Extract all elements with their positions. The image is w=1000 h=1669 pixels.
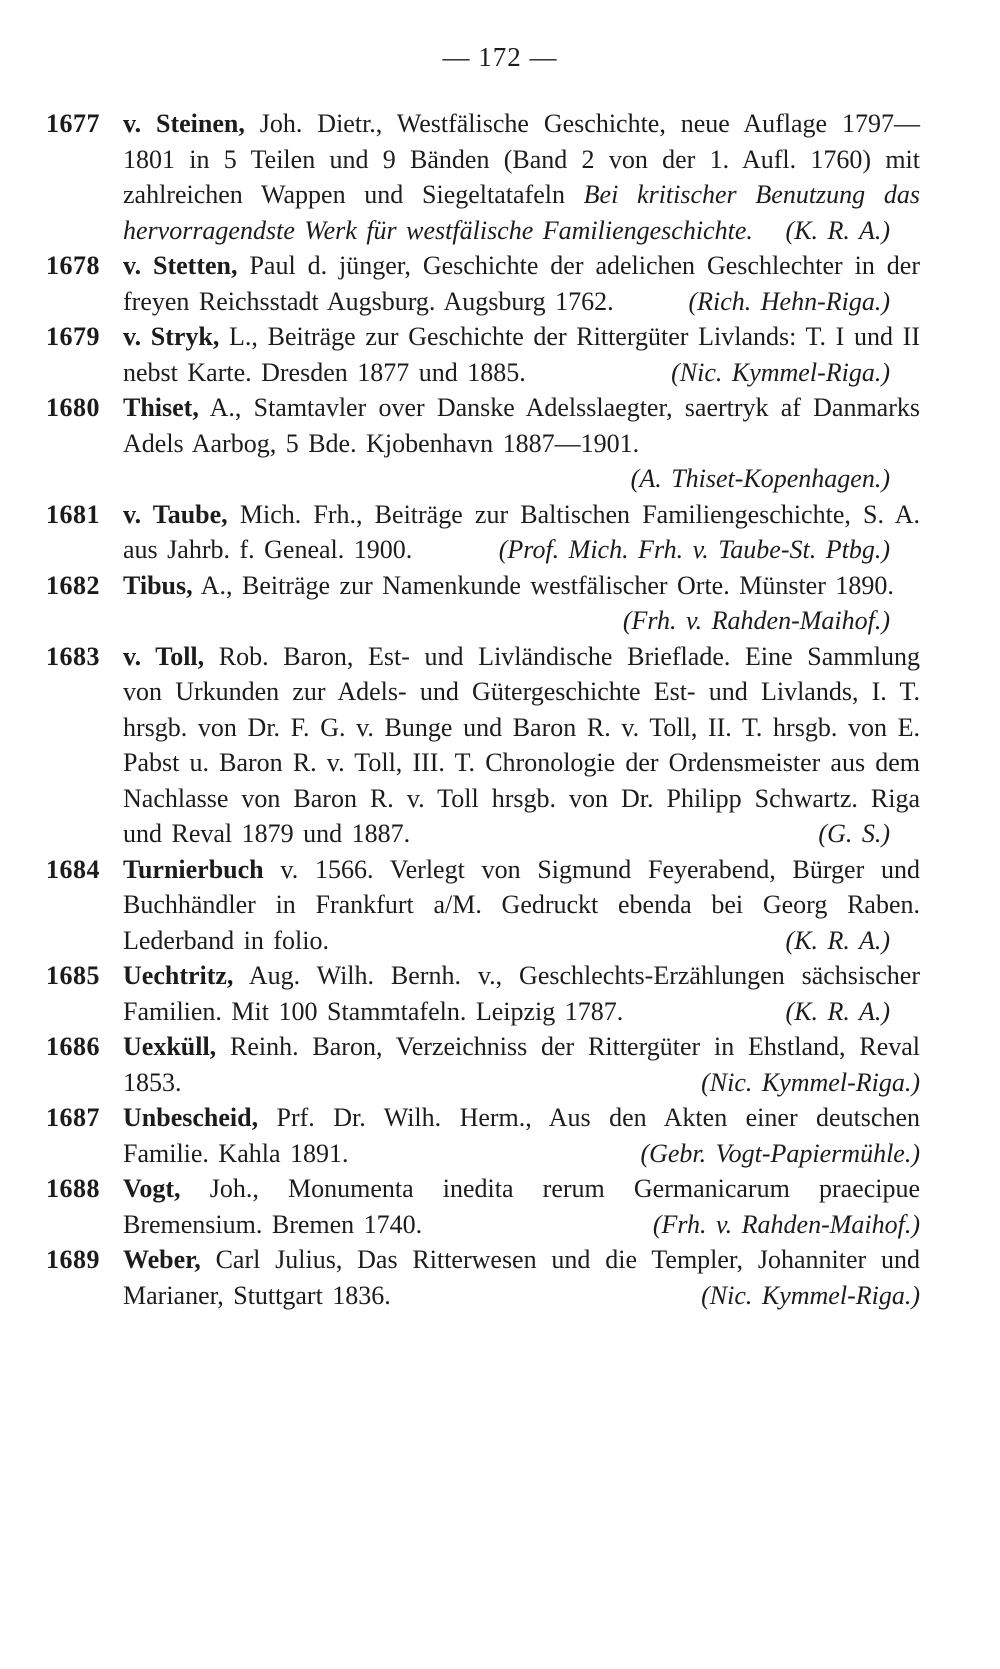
entry-source: (K. R. A.) bbox=[785, 215, 890, 245]
entry-name: Steinen, bbox=[156, 109, 245, 138]
entry-number: 1685 bbox=[46, 961, 100, 990]
entry-number: 1682 bbox=[46, 570, 100, 600]
entry-name: Toll, bbox=[155, 641, 205, 671]
entry-body: A., Stamtavler over Danske Adelsslaegter, saertryk af Danmarks Adels Aarbog, 5 Bde. Kjobenhavn 1887—1901. bbox=[123, 393, 920, 458]
entry-source: (Gebr. Vogt-Papiermühle.) bbox=[640, 1138, 920, 1168]
entry-number: 1681 bbox=[46, 499, 100, 529]
entry-prefix: v. bbox=[123, 499, 153, 529]
entry-body: Rob. Baron, Est- und Livländische Brieflade. Eine Sammlung von Urkunden zur Adels- und Gütergeschichte Est- und Livlands, I. T. hrsgb. von Dr. F. G. v. Bunge und Baron R. v. Toll, II. T. hrsgb. von E. Pabst u. Baron R. v. Toll, III. T. Chronologie der Ordensmeister aus dem Nachlasse von Baron R. v. Toll hrsgb. von Dr. Philipp Schwartz. Riga und Reval 1879 und 1887. bbox=[123, 641, 920, 848]
entry-1681 bbox=[46, 497, 920, 568]
entry-source: (G. S.) bbox=[818, 819, 890, 848]
entry-body: Prf. Dr. Wilh. Herm., Aus den Akten einer deutschen Familie. Kahla 1891. bbox=[123, 1103, 920, 1168]
entry-1688 bbox=[46, 1171, 920, 1242]
entry-source: (Frh. v. Rahden-Maihof.) bbox=[622, 606, 890, 635]
entry-name: Stetten, bbox=[153, 251, 238, 280]
entry-source: (K. R. A.) bbox=[785, 925, 890, 955]
bibliography-list bbox=[46, 106, 920, 1313]
entry-source: (Nic. Kymmel-Riga.) bbox=[671, 357, 890, 387]
entry-body: Joh. Dietr., Westfälische Geschichte, neue Auflage 1797—1801 in 5 Teilen und 9 Bänden (Band 2 von der 1. Aufl. 1760) mit zahlreichen Wappen und Siegeltatafeln bbox=[123, 109, 920, 209]
entry-1687 bbox=[46, 1100, 920, 1171]
entry-body: Carl Julius, Das Ritterwesen und die Templer, Johanniter und Marianer, Stuttgart 1836. bbox=[123, 1245, 920, 1310]
entry-1686 bbox=[46, 1029, 920, 1100]
entry-body: Mich. Frh., Beiträge zur Baltischen Familiengeschichte, S. A. aus Jahrb. f. Geneal. 1900. bbox=[123, 499, 920, 564]
entry-name: Thiset, bbox=[123, 393, 199, 422]
entry-prefix: v. bbox=[123, 251, 154, 280]
page-number-header: — 172 — bbox=[442, 42, 558, 72]
entry-number: 1680 bbox=[46, 393, 100, 422]
entry-number: 1686 bbox=[46, 1032, 100, 1061]
entry-source: (Nic. Kymmel-Riga.) bbox=[701, 1067, 920, 1097]
entry-1679 bbox=[46, 319, 920, 390]
entry-name: Unbescheid, bbox=[123, 1103, 259, 1132]
entry-1677 bbox=[46, 106, 920, 248]
entry-name: Uexküll, bbox=[123, 1032, 217, 1061]
entry-body: Joh., Monumenta inedita rerum Germanicarum praecipue Bremensium. Bremen 1740. bbox=[123, 1174, 920, 1239]
entry-body: A., Beiträge zur Namenkunde westfälischer Orte. Münster 1890. bbox=[192, 570, 894, 600]
entry-source: (Nic. Kymmel-Riga.) bbox=[701, 1280, 920, 1310]
entry-number: 1679 bbox=[46, 322, 100, 351]
entry-name: Tibus, bbox=[123, 570, 193, 600]
entry-number: 1677 bbox=[46, 109, 100, 138]
entry-body: v. 1566. Verlegt von Sigmund Feyerabend, Bürger und Buchhändler in Frankfurt a/M. Gedruckt ebenda bei Georg Raben. Lederband in folio. bbox=[123, 854, 920, 955]
entry-name: Uechtritz, bbox=[123, 961, 234, 990]
entry-1683 bbox=[46, 639, 920, 852]
entry-1684 bbox=[46, 852, 920, 959]
entry-prefix: v. bbox=[123, 641, 156, 671]
entry-body: Reinh. Baron, Verzeichniss der Rittergüter in Ehstland, Reval 1853. bbox=[123, 1032, 920, 1097]
entry-1682 bbox=[46, 568, 920, 639]
entry-source: (Rich. Hehn-Riga.) bbox=[688, 286, 890, 316]
entry-number: 1689 bbox=[46, 1245, 100, 1274]
entry-name: Taube, bbox=[152, 499, 228, 529]
entry-prefix: v. bbox=[123, 322, 151, 351]
entry-1685 bbox=[46, 958, 920, 1029]
entry-number: 1687 bbox=[46, 1103, 100, 1132]
entry-1680 bbox=[46, 390, 920, 497]
entry-source: (Prof. Mich. Frh. v. Taube-St. Ptbg.) bbox=[498, 535, 890, 564]
entry-body: Aug. Wilh. Bernh. v., Geschlechts-Erzählungen sächsischer Familien. Mit 100 Stammtafeln. Leipzig 1787. bbox=[123, 961, 920, 1026]
entry-1678 bbox=[46, 248, 920, 319]
entry-source: (K. R. A.) bbox=[785, 996, 890, 1026]
entry-italic-note: Bei kritischer Benutzung das hervorragendste Werk für westfälische Familiengeschichte. bbox=[123, 180, 920, 245]
entry-number: 1688 bbox=[46, 1174, 100, 1203]
entry-1689 bbox=[46, 1242, 920, 1313]
entry-name: Vogt, bbox=[123, 1174, 181, 1203]
entry-body: L., Beiträge zur Geschichte der Rittergüter Livlands: T. I und II nebst Karte. Dresden 1877 und 1885. bbox=[123, 322, 920, 387]
entry-source: (Frh. v. Rahden-Maihof.) bbox=[652, 1209, 920, 1239]
entry-number: 1684 bbox=[46, 854, 100, 884]
entry-source: (A. Thiset-Kopenhagen.) bbox=[630, 464, 890, 493]
entry-prefix: v. bbox=[123, 109, 156, 138]
entry-name: Stryk, bbox=[150, 322, 220, 351]
entry-number: 1683 bbox=[46, 641, 100, 671]
entry-number: 1678 bbox=[46, 251, 100, 280]
entry-body: Paul d. jünger, Geschichte der adelichen Geschlechter in der freyen Reichsstadt Augsburg. Augsburg 1762. bbox=[123, 251, 920, 316]
entry-name: Turnierbuch bbox=[123, 854, 264, 884]
entry-name: Weber, bbox=[123, 1245, 201, 1274]
